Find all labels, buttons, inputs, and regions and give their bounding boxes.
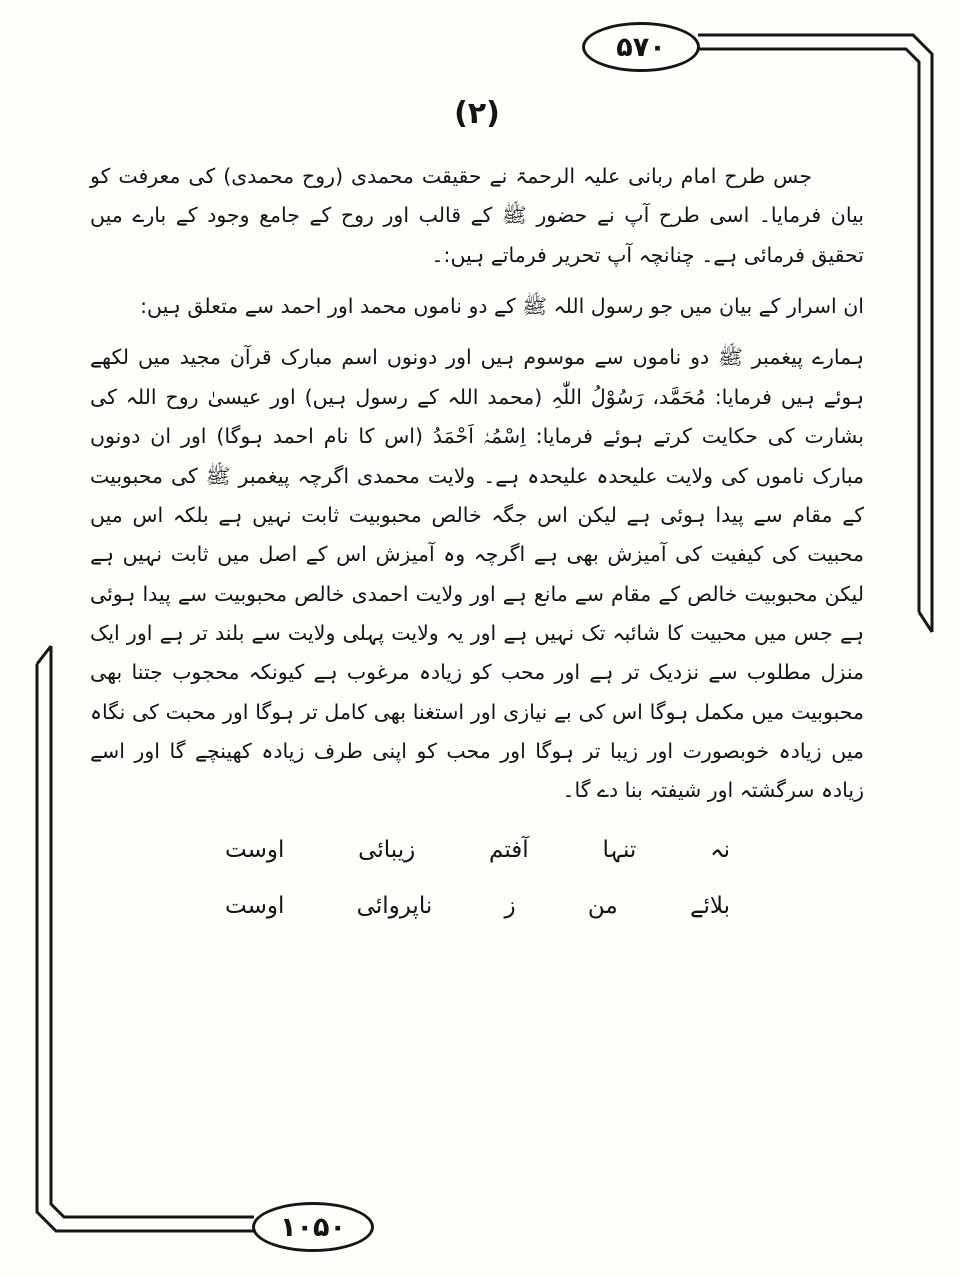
frame-right-end-cut [919,612,932,632]
page-content [90,96,864,919]
couplet-word: زیبائی [358,836,416,863]
page-number-top: ۵۷۰ [616,31,666,63]
couplet-word: اوست [225,836,285,863]
couplet-line-2 [225,893,730,919]
couplet-word: بلائے [689,892,730,919]
intro-paragraph: جس طرح امام ربانی علیہ الرحمۃ نے حقیقت محمدی (روح محمدی) کی معرفت کو بیان فرمایا۔ اسی طرح آپ نے حضور ﷺ کے قالب اور روح کے جامع وجود کے بارے میں تحقیق فرمائی ہے۔ چنانچہ آپ تحریر فرماتے ہیں:۔ [90,164,864,267]
couplet [225,837,730,919]
couplet-word: ز [504,892,516,919]
page-number-bottom: ۱۰۵۰ [280,1211,346,1243]
couplet-word: ناپروائی [356,892,433,919]
page-number-bottom-oval [252,1202,374,1252]
section-heading: (۲) [454,96,500,131]
frame-left-end-cut [37,646,51,664]
quote-intro-paragraph: ان اسرار کے بیان میں جو رسول اللہ ﷺ کے دو ناموں محمد اور احمد سے متعلق ہیں: [140,294,864,319]
couplet-word: اوست [225,892,285,919]
body-paragraph: ہمارے پیغمبر ﷺ دو ناموں سے موسوم ہیں اور دونوں اسم مبارک قرآن مجید میں لکھے ہوئے ہیں فرمایا: مُحَمَّد، رَسُوْلُ اللّٰہِ (محمد اللہ کے رسول ہیں) اور عیسیٰ روح اللہ کی بشارت کی حکایت کرتے ہوئے فرمایا: اِسْمُہٗ اَحْمَدُ (اس کا نام احمد ہوگا) اور ان دونوں مبارک ناموں کی ولایت علیحدہ علیحدہ ہے۔ ولایت محمدی اگرچہ پیغمبر ﷺ کی محبوبیت کے مقام سے پیدا ہوئی ہے لیکن اس جگہ خالص محبوبیت ثابت نہیں ہے بلکہ اس میں محبیت کی کیفیت کی آمیزش بھی ہے اگرچہ وہ آمیزش اس کے اصل میں ثابت نہیں ہے لیکن محبوبیت خالص کے مقام سے مانع ہے اور ولایت احمدی خالص محبوبیت سے پیدا ہوئی ہے جس میں محبیت کا شائبہ تک نہیں ہے اور یہ ولایت پہلی ولایت سے بلند تر ہے اور ایک منزل مطلوب سے نزدیک تر ہے اور محب کو زیادہ مرغوب ہے کیونکہ محجوب جتنا بھی محبوبیت میں مکمل ہوگا اس کی بے نیازی اور استغنا بھی کامل تر ہوگا اور محبت کی نگاہ میں زیادہ خوبصورت اور زیبا تر ہوگا اور محب کو اپنی طرف زیادہ کھینچے گا اور اسے زیادہ سرگشتہ اور شیفتہ بنا دے گا۔ [90,345,864,803]
page-number-top-oval [582,22,700,72]
couplet-word: آفتم [489,836,529,863]
couplet-word: تنہا [602,836,637,863]
couplet-word: نہ [710,836,730,863]
couplet-line-1 [225,837,730,863]
couplet-word: من [587,892,618,919]
